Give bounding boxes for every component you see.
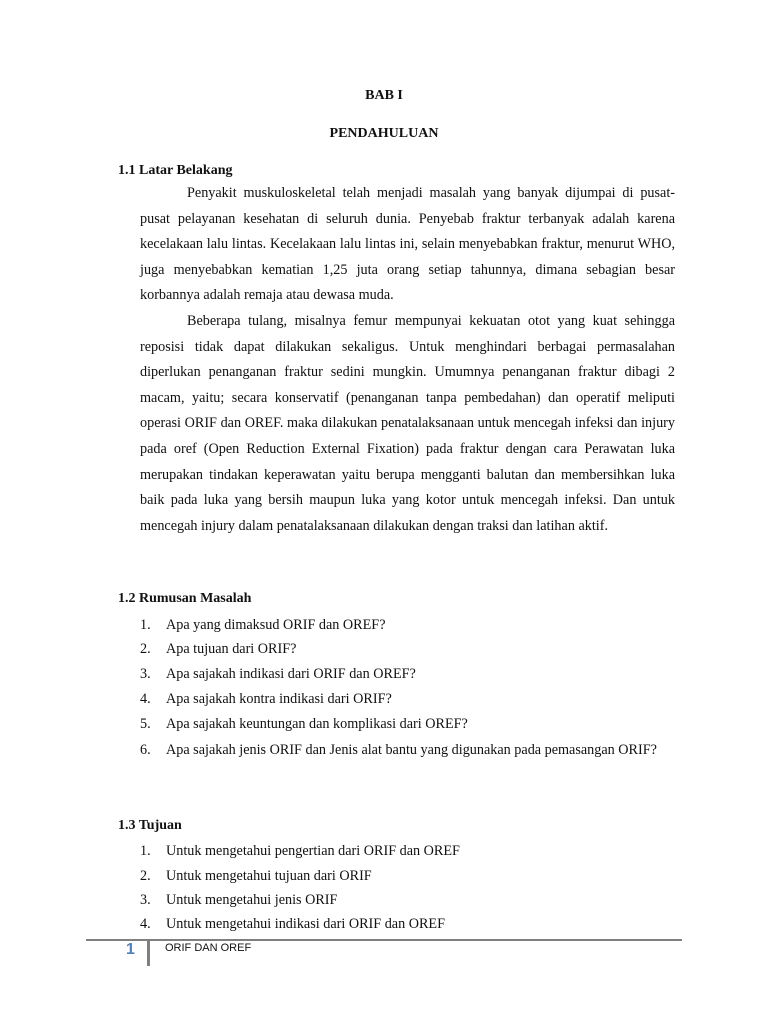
section-heading-latar-belakang: 1.1 Latar Belakang <box>118 163 233 178</box>
page-number: 1 <box>126 941 135 958</box>
list-item-number: 5. <box>140 716 151 732</box>
list-item-number: 1. <box>140 617 151 633</box>
list-item-number: 4. <box>140 691 151 707</box>
footer-rule <box>86 939 682 941</box>
chapter-title: PENDAHULUAN <box>329 126 439 141</box>
list-item-text: Untuk mengetahui pengertian dari ORIF dan OREF <box>166 843 460 859</box>
list-item-text: Untuk mengetahui tujuan dari ORIF <box>166 868 372 884</box>
footer-running-title: ORIF DAN OREF <box>165 942 252 954</box>
list-item-text: Apa yang dimaksud ORIF dan OREF? <box>166 617 386 633</box>
chapter-label: BAB I <box>365 88 403 103</box>
list-item-number: 6. <box>140 742 151 758</box>
footer-divider <box>147 940 150 966</box>
list-item-number: 2. <box>140 641 151 657</box>
list-item-number: 1. <box>140 843 151 859</box>
list-item-text: Untuk mengetahui indikasi dari ORIF dan OREF <box>166 916 445 932</box>
list-item-number: 4. <box>140 916 151 932</box>
list-item-text: Untuk mengetahui jenis ORIF <box>166 892 338 908</box>
list-item-text: Apa sajakah keuntungan dan komplikasi dari OREF? <box>166 716 468 732</box>
list-item-number: 3. <box>140 666 151 682</box>
list-item-text: Apa tujuan dari ORIF? <box>166 641 297 657</box>
list-item-number: 2. <box>140 868 151 884</box>
section-heading-rumusan-masalah: 1.2 Rumusan Masalah <box>118 591 252 606</box>
paragraph-1: Penyakit muskuloskeletal telah menjadi masalah yang banyak dijumpai di pusat-pusat pelayanan kesehatan di seluruh dunia. Penyebab fraktur terbanyak adalah karena kecelakaan lalu lintas. Kecelakaan lalu lintas ini, selain menyebabkan fraktur, menurut WHO, juga menyebabkan kematian 1,25 juta orang setiap tahunnya, dimana sebagian besar korbannya adalah remaja atau dewasa muda. <box>140 185 675 304</box>
list-item-text: Apa sajakah jenis ORIF dan Jenis alat bantu yang digunakan pada pemasangan ORIF? <box>166 742 657 758</box>
list-item-text: Apa sajakah kontra indikasi dari ORIF? <box>166 691 392 707</box>
section-heading-tujuan: 1.3 Tujuan <box>118 818 182 833</box>
list-item-text: Apa sajakah indikasi dari ORIF dan OREF? <box>166 666 416 682</box>
paragraph-2: Beberapa tulang, misalnya femur mempunyai kekuatan otot yang kuat sehingga reposisi tidak dapat dilakukan sekaligus. Untuk menghindari berbagai permasalahan diperlukan penanganan fraktur sedini mungkin. Umumnya penanganan fraktur dibagi 2 macam, yaitu; secara konservatif (penanganan tanpa pembedahan) dan operatif meliputi operasi ORIF dan OREF. maka dilakukan penatalaksanaan untuk mencegah infeksi dan injury pada oref (Open Reduction External Fixation) pada fraktur dengan cara Perawatan luka merupakan tindakan keperawatan yaitu berupa mengganti balutan dan membersihkan luka baik pada luka yang bersih maupun luka yang kotor untuk mencegah infeksi. Dan untuk mencegah injury dalam penatalaksanaan dilakukan dengan traksi dan latihan aktif. <box>140 313 675 534</box>
list-item-number: 3. <box>140 892 151 908</box>
